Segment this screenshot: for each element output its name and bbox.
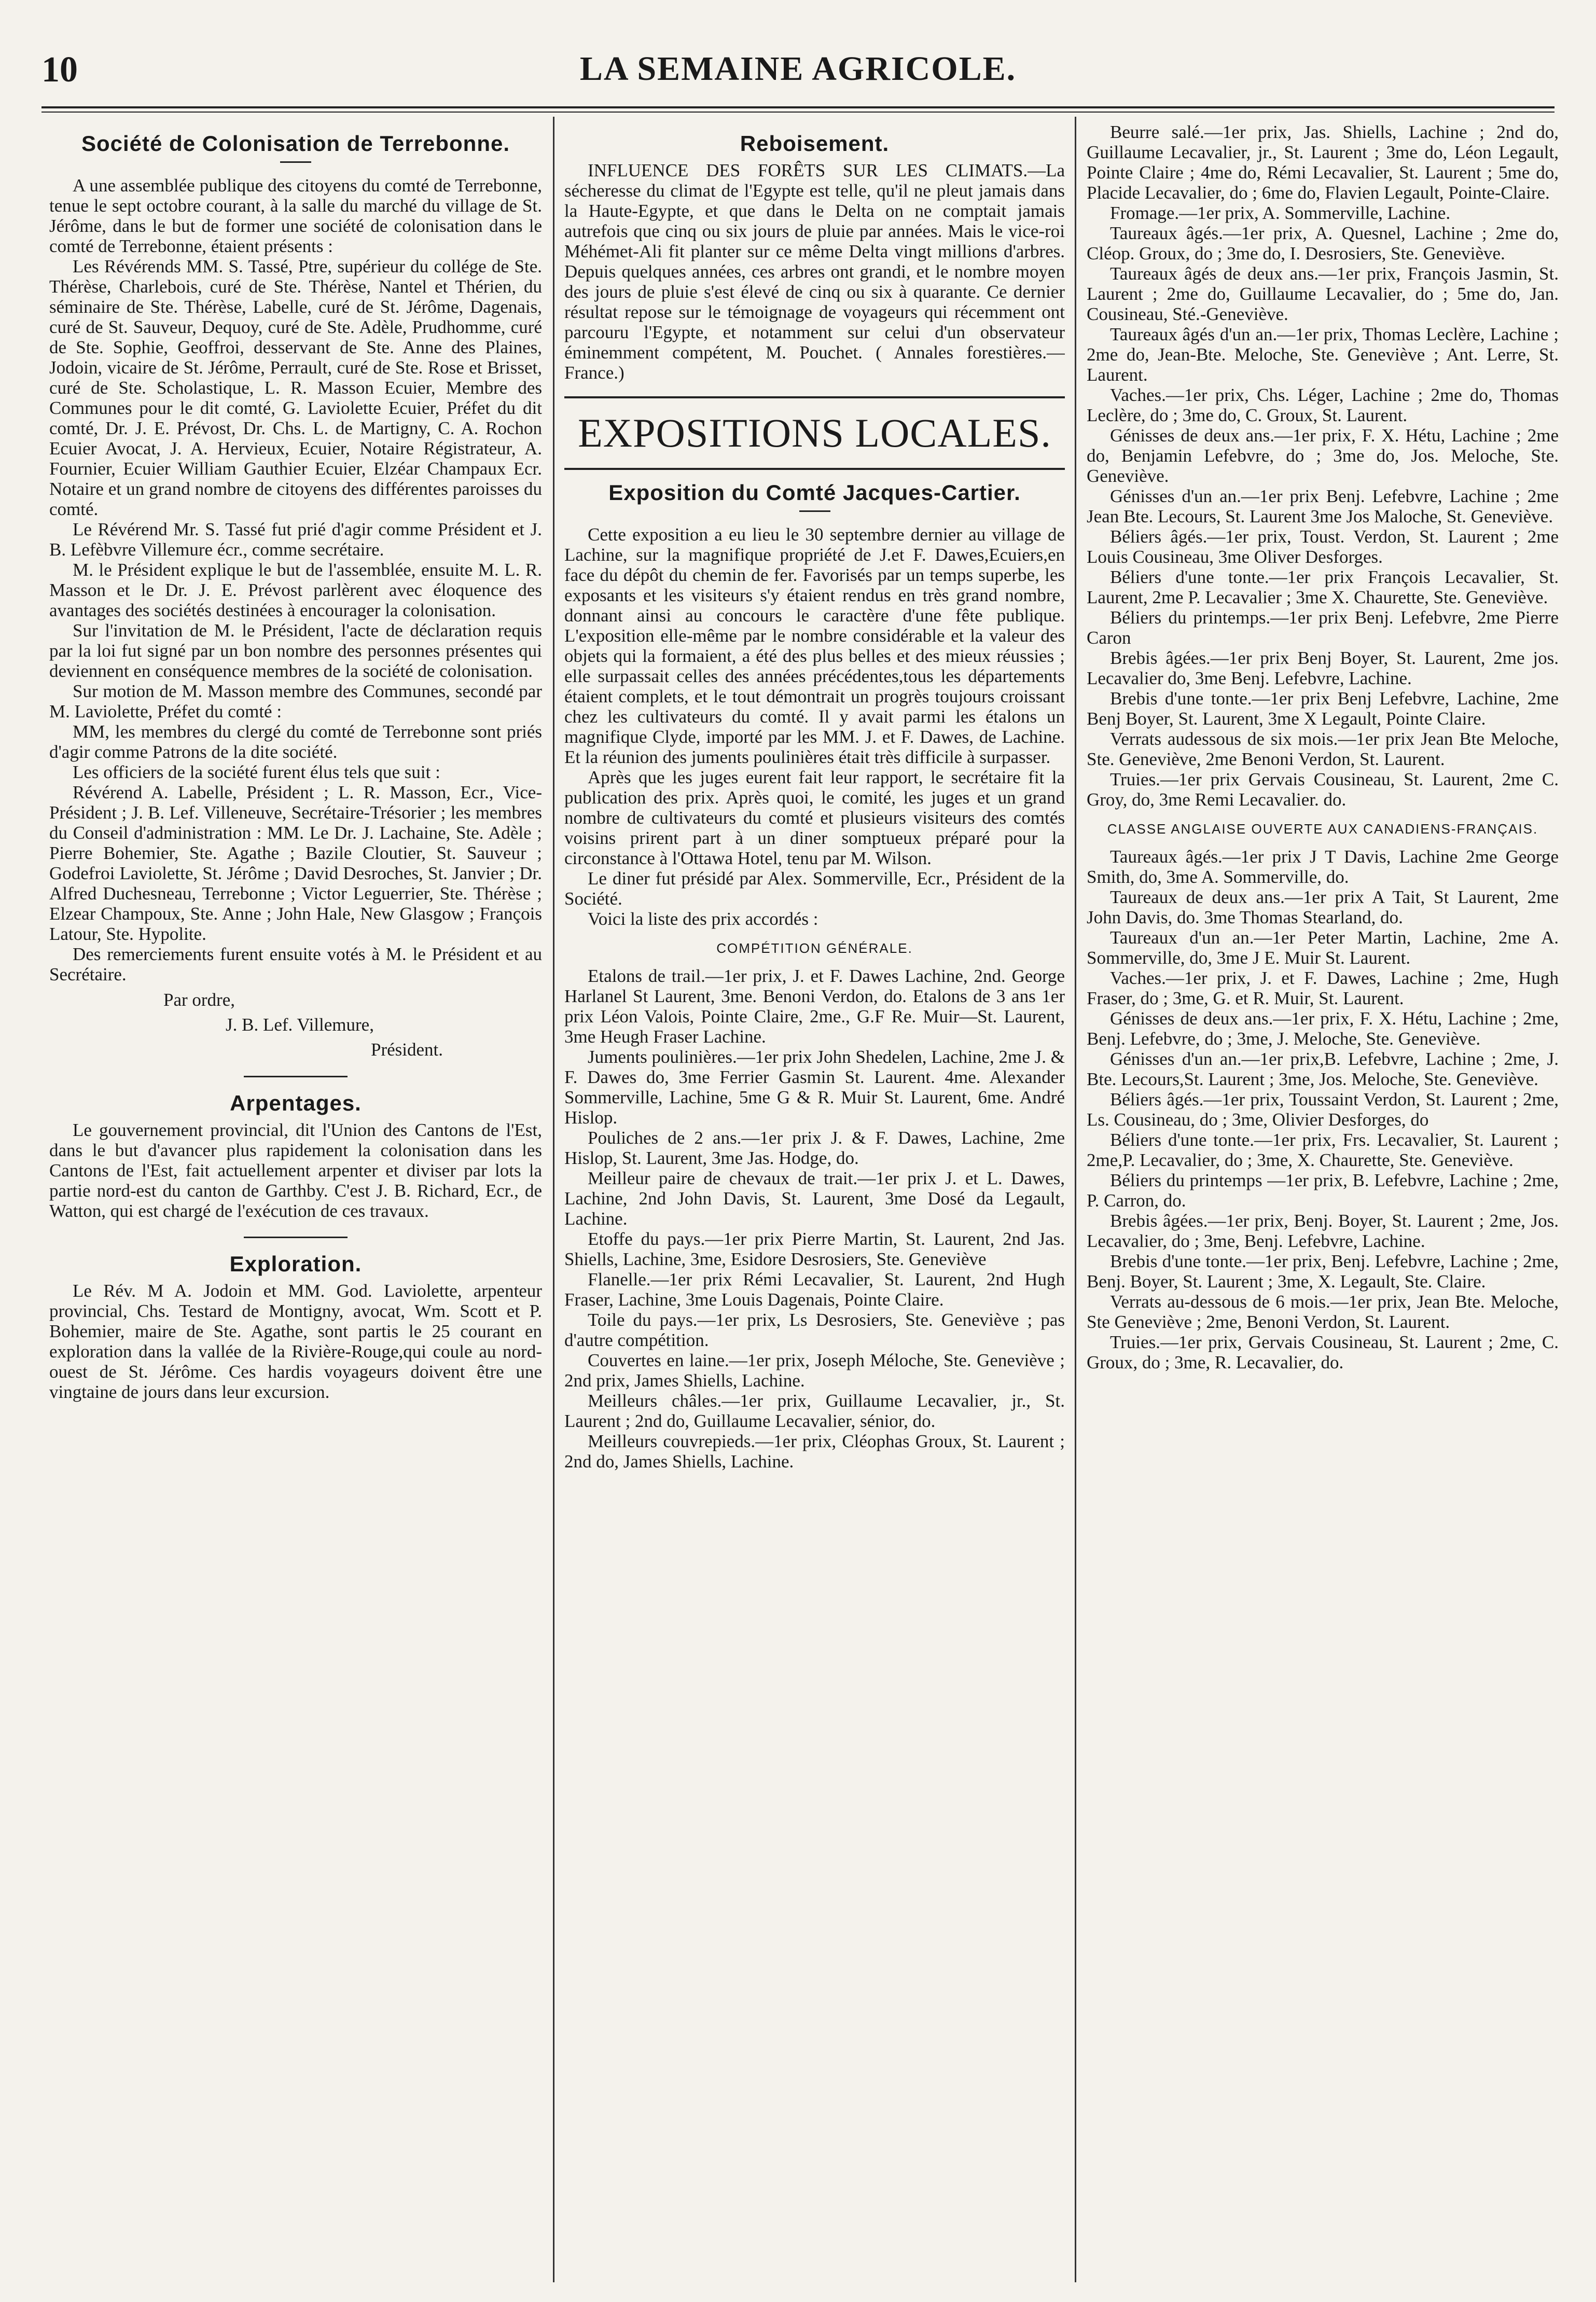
prize-entry: Toile du pays.—1er prix, Ls Desrosiers, Ste. Geneviève ; pas d'autre compétition.: [564, 1310, 1065, 1350]
prize-entry: Génisses de deux ans.—1er prix, F. X. Hétu, Lachine ; 2me do, Benjamin Lefebvre, do ; 3me do, Jos. Meloche, Ste. Geneviève.: [1087, 425, 1559, 486]
column-1: [49, 122, 542, 2280]
prize-entry: Génisses d'un an.—1er prix,B. Lefebvre, Lachine ; 2me, J. Bte. Lecours,St. Laurent ; 3me, Jos. Meloche, Ste. Geneviève.: [1087, 1049, 1559, 1089]
prize-entry: Meilleurs couvrepieds.—1er prix, Cléophas Groux, St. Laurent ; 2nd do, James Shiells, Lachine.: [564, 1431, 1065, 1472]
header-rule-thin: [41, 112, 1555, 113]
prize-entry: Béliers d'une tonte.—1er prix, Frs. Lecavalier, St. Laurent ; 2me,P. Lecavalier, do ; 3me, X. Chaurette, Ste. Geneviève.: [1087, 1130, 1559, 1170]
column-divider: [1075, 117, 1076, 2282]
paragraph: A une assemblée publique des citoyens du comté de Terrebonne, tenue le sept octobre courant, à la salle du marché du village de St. Jérôme, dans le but de former une société de colonisation dans le comté de Terrebonne, étaient présents :: [49, 175, 542, 256]
paragraph: Les Révérends MM. S. Tassé, Ptre, supérieur du collége de Ste. Thérèse, Charlebois, curé de Ste. Thérèse, Nantel et Thérien, du séminaire de Ste. Thérèse, Labelle, curé de St. Jérôme, Dagenais, curé de St. Sauveur, Dequoy, curé de Ste. Adèle, Prudhomme, curé de Ste. Sophie, Geoffroi, desservant de Ste. Anne des Plaines, Jodoin, vicaire de St. Jérôme, Perrault, curé de Ste. Rose et Brisset, curé de Ste. Scholastique, L. R. Masson Ecuier, Membre des Communes pour le dit comté, G. Laviolette Ecuier, Préfet du dit comté, Dr. J. E. Prévost, Dr. Chs. L. de Martigny, C. A. Rochon Ecuier Avocat, J. A. Hervieux, Ecuier, Notaire Régistrateur, A. Fournier, Ecuier William Gauthier Ecuier, Elzéar Champaux Ecr. Notaire et un grand nombre de citoyens des différentes paroisses du comté.: [49, 256, 542, 519]
prize-entry: Verrats audessous de six mois.—1er prix Jean Bte Meloche, Ste. Geneviève, 2me Benoni Verdon, St. Laurent.: [1087, 729, 1559, 769]
article-heading: Arpentages.: [230, 1091, 362, 1115]
paragraph: INFLUENCE DES FORÊTS SUR LES CLIMATS.—La sécheresse du climat de l'Egypte est telle, qu'il ne pleut jamais dans la Haute-Egypte, et que dans le Delta on ne comptait jamais autrefois que cinq ou six jours de pluie par années. Mais le vice-roi Méhémet-Ali fit planter sur ce même Delta vingt millions d'arbres. Depuis quelques années, ces arbres ont grandi, et le nombre moyen des jours de pluie s'est élevé de cinq ou six à quarante. Ce dernier résultat repose sur le témoignage de voyageurs qui récemment ont parcouru l'Egypte, et notamment sur celui d'un observateur éminemment compétent, M. Pouchet. ( Annales forestières.—France.): [564, 160, 1065, 383]
paragraph: MM, les membres du clergé du comté de Terrebonne sont priés d'agir comme Patrons de la dite société.: [49, 722, 542, 762]
prize-entry: Taureaux âgés d'un an.—1er prix, Thomas Leclère, Lachine ; 2me do, Jean-Bte. Meloche, Ste. Geneviève ; Ant. Lerre, St. Laurent.: [1087, 324, 1559, 385]
signature-name: J. B. Lef. Villemure,: [226, 1015, 374, 1035]
prize-entry: Truies.—1er prix Gervais Cousineau, St. Laurent, 2me C. Groy, do, 3me Remi Lecavalier. do.: [1087, 769, 1559, 810]
prize-entry: Génisses de deux ans.—1er prix, F. X. Hétu, Lachine ; 2me, Benj. Lefebvre, do ; 3me, J. Meloche, Ste. Geneviève.: [1087, 1008, 1559, 1049]
paragraph: Le gouvernement provincial, dit l'Union des Cantons de l'Est, dans le but d'avancer plus rapidement la colonisation dans les Cantons de l'Est, fait actuellement arpenter et diviser par lots la partie nord-est du canton de Garthby. C'est J. B. Richard, Ecr., de Watton, qui est chargé de l'exécution de ces travaux.: [49, 1120, 542, 1221]
divider: [244, 1076, 348, 1077]
prize-entry: Vaches.—1er prix, Chs. Léger, Lachine ; 2me do, Thomas Leclère, do ; 3me do, C. Groux, St. Laurent.: [1087, 385, 1559, 425]
paragraph: Voici la liste des prix accordés :: [588, 909, 818, 929]
prize-entry: Meilleur paire de chevaux de trait.—1er prix J. et L. Dawes, Lachine, 2nd John Davis, St. Laurent, 3me Dosé da Legault, Lachine.: [564, 1168, 1065, 1229]
paragraph: Sur motion de M. Masson membre des Communes, secondé par M. Laviolette, Préfet du comté :: [49, 681, 542, 722]
masthead: LA SEMAINE AGRICOLE.: [579, 50, 1017, 88]
prize-entry: Béliers du printemps —1er prix, B. Lefebvre, Lachine ; 2me, P. Carron, do.: [1087, 1170, 1559, 1211]
prize-entry: Brebis d'une tonte.—1er prix, Benj. Lefebvre, Lachine ; 2me, Benj. Boyer, St. Laurent ; 3me, X. Legault, Ste. Claire.: [1087, 1251, 1559, 1292]
prize-entry: Brebis âgées.—1er prix, Benj. Boyer, St. Laurent ; 2me, Jos. Lecavalier, do ; 3me, Benj. Lefebvre, Lachine.: [1087, 1211, 1559, 1251]
subheading: COMPÉTITION GÉNÉRALE.: [716, 940, 913, 956]
paragraph: Cette exposition a eu lieu le 30 septembre dernier au village de Lachine, sur la magnifique propriété de J.et F. Dawes,Ecuiers,en face du dépôt du chemin de fer. Favorisés par un temps superbe, les exposants et les visiteurs s'y étaient rendus en très grand nombre, donnant ainsi au concours le caractère d'une fête publique. L'exposition elle-même par le nombre considérable et la valeur des objets qui la formaient, a été des plus belles et des mieux réussies ; elle surpassait celles des années précédentes,tous les départements étaient complets, et le tout démontrait un progrès toujours croissant chez les cultivateurs du comté. Il y avait parmi les étalons un magnifique Clyde, importé par les MM. J. et F. Dawes, de Lachine. Et la réunion des juments poulinières était très difficile à surpasser.: [564, 524, 1065, 767]
prize-entry: Brebis d'une tonte.—1er prix Benj Lefebvre, Lachine, 2me Benj Boyer, St. Laurent, 3me X Legault, Pointe Claire.: [1087, 688, 1559, 729]
subheading: CLASSE ANGLAISE OUVERTE AUX CANADIENS-FRANÇAIS.: [1107, 821, 1538, 837]
prize-entry: Béliers âgés.—1er prix, Toussaint Verdon, St. Laurent ; 2me, Ls. Cousineau, do ; 3me, Olivier Desforges, do: [1087, 1089, 1559, 1130]
divider: [244, 1237, 348, 1238]
prize-entry: Taureaux d'un an.—1er Peter Martin, Lachine, 2me A. Sommerville, do, 3me J E. Muir St. Laurent.: [1087, 927, 1559, 968]
prize-entry: Taureaux âgés.—1er prix J T Davis, Lachine 2me George Smith, do, 3me A. Sommerville, do.: [1087, 847, 1559, 887]
prize-entry: Beurre salé.—1er prix, Jas. Shiells, Lachine ; 2nd do, Guillaume Lecavalier, jr., St. Laurent ; 3me do, Léon Legault, Pointe Claire ; 4me do, Rémi Lecavalier, St. Laurent ; 5me do, Placide Lecavalier, do ; 6me do, Flavien Legault, Pointe-Claire.: [1087, 122, 1559, 203]
prize-entry: Fromage.—1er prix, A. Sommerville, Lachine.: [1110, 203, 1451, 223]
prize-entry: Vaches.—1er prix, J. et F. Dawes, Lachine ; 2me, Hugh Fraser, do ; 3me, G. et R. Muir, St. Laurent.: [1087, 968, 1559, 1008]
article-heading: Société de Colonisation de Terrebonne.: [81, 131, 510, 156]
prize-entry: Taureaux âgés.—1er prix, A. Quesnel, Lachine ; 2me do, Cléop. Groux, do ; 3me do, I. Desrosiers, Ste. Geneviève.: [1087, 223, 1559, 264]
paragraph: Des remerciements furent ensuite votés à M. le Président et au Secrétaire.: [49, 944, 542, 984]
prize-entry: Béliers du printemps.—1er prix Benj. Lefebvre, 2me Pierre Caron: [1087, 607, 1559, 648]
prize-entry: Génisses d'un an.—1er prix Benj. Lefebvre, Lachine ; 2me Jean Bte. Lecours, St. Laurent 3me Jos Maloche, St. Geneviève.: [1087, 486, 1559, 526]
paragraph: M. le Président explique le but de l'assemblée, ensuite M. L. R. Masson et le Dr. J. E. Prévost parlèrent avec éloquence des avantages des sociétés destinées à encourager la colonisation.: [49, 560, 542, 620]
prize-entry: Taureaux âgés de deux ans.—1er prix, François Jasmin, St. Laurent ; 2me do, Guillaume Lecavalier, do ; 5me do, Jan. Cousineau, Sté.-Geneviève.: [1087, 264, 1559, 324]
signature-line: Par ordre,: [163, 990, 235, 1010]
divider: [280, 161, 311, 163]
prize-entry: Meilleurs châles.—1er prix, Guillaume Lecavalier, jr., St. Laurent ; 2nd do, Guillaume Lecavalier, sénior, do.: [564, 1391, 1065, 1431]
prize-entry: Béliers d'une tonte.—1er prix François Lecavalier, St. Laurent, 2me P. Lecavalier ; 3me X. Chaurette, Ste. Geneviève.: [1087, 567, 1559, 607]
paragraph: Le diner fut présidé par Alex. Sommerville, Ecr., Président de la Société.: [564, 868, 1065, 909]
column-3: [1087, 122, 1559, 2280]
prize-entry: Etoffe du pays.—1er prix Pierre Martin, St. Laurent, 2nd Jas. Shiells, Lachine, 3me, Esidore Desrosiers, Ste. Geneviève: [564, 1229, 1065, 1269]
column-divider: [553, 117, 554, 2282]
prize-entry: Couvertes en laine.—1er prix, Joseph Méloche, Ste. Geneviève ; 2nd prix, James Shiells, Lachine.: [564, 1350, 1065, 1391]
prize-entry: Verrats au-dessous de 6 mois.—1er prix, Jean Bte. Meloche, Ste Geneviève ; 2me, Benoni Verdon, St. Laurent.: [1087, 1292, 1559, 1332]
prize-entry: Béliers âgés.—1er prix, Toust. Verdon, St. Laurent ; 2me Louis Cousineau, 3me Oliver Desforges.: [1087, 526, 1559, 567]
paragraph: Sur l'invitation de M. le Président, l'acte de déclaration requis par la loi fut signé par un bon nombre des personnes présentes qui deviennent en conséquence membres de la société de colonisation.: [49, 620, 542, 681]
paragraph: Révérend A. Labelle, Président ; L. R. Masson, Ecr., Vice-Président ; J. B. Lef. Villeneuve, Secrétaire-Trésorier ; les membres du Conseil d'administration : MM. Le Dr. J. Lachaine, Ste. Adèle ; Pierre Bohemier, Ste. Agathe ; Bazile Cloutier, St. Sauveur ; Godefroi Laviolette, St. Jérôme ; David Desroches, St. Janvier ; Dr. Alfred Duchesneau, Terrebonne ; Victor Leguerrier, Ste. Thérèse ; Elzear Champoux, Ste. Anne ; John Hale, New Glasgow ; François Latour, Ste. Hypolite.: [49, 782, 542, 944]
header-rule: [41, 106, 1555, 108]
paragraph: Le Révérend Mr. S. Tassé fut prié d'agir comme Président et J. B. Lefèbvre Villemure écr., comme secrétaire.: [49, 519, 542, 560]
prize-entry: Taureaux de deux ans.—1er prix A Tait, St Laurent, 2me John Davis, do. 3me Thomas Stearland, do.: [1087, 887, 1559, 927]
page-number: 10: [41, 50, 78, 90]
prize-entry: Brebis âgées.—1er prix Benj Boyer, St. Laurent, 2me jos. Lecavalier do, 3me Benj. Lefebvre, Lachine.: [1087, 648, 1559, 688]
paragraph: Après que les juges eurent fait leur rapport, le secrétaire fit la publication des prix. Après quoi, le comité, les juges et un grand nombre de cultivateurs du comté et plusieurs visiteurs des comtés voisins prirent part à un diner somptueux préparé pour la circonstance à l'Ottawa Hotel, tenu par M. Wilson.: [564, 767, 1065, 868]
divider: [799, 510, 830, 512]
prize-entry: Juments poulinières.—1er prix John Shedelen, Lachine, 2me J. & F. Dawes do, 3me Ferrier Gasmin St. Laurent. 4me. Alexander Sommerville, Lachine, 5me G & R. Muir St. Laurent, 6me. André Hislop.: [564, 1047, 1065, 1128]
paragraph: Le Rév. M A. Jodoin et MM. God. Laviolette, arpenteur provincial, Chs. Testard de Montigny, avocat, Wm. Scott et P. Bohemier, maire de Ste. Agathe, sont partis le 25 courant en exploration dans la vallée de la Rivière-Rouge,qui coule au nord-ouest de St. Jérôme. Ces hardis voyageurs doivent être une vingtaine de jours dans leur excursion.: [49, 1281, 542, 1402]
section-banner: EXPOSITIONS LOCALES.: [564, 396, 1065, 470]
signature-title: Président.: [371, 1039, 443, 1060]
column-2: [564, 122, 1065, 2280]
page-header: [41, 49, 1555, 96]
article-heading: Exploration.: [229, 1252, 362, 1276]
prize-entry: Flanelle.—1er prix Rémi Lecavalier, St. Laurent, 2nd Hugh Fraser, Lachine, 3me Louis Dagenais, Pointe Claire.: [564, 1269, 1065, 1310]
prize-entry: Truies.—1er prix, Gervais Cousineau, St. Laurent ; 2me, C. Groux, do ; 3me, R. Lecavalier, do.: [1087, 1332, 1559, 1372]
paragraph: Les officiers de la société furent élus tels que suit :: [73, 762, 440, 782]
prize-entry: Etalons de trail.—1er prix, J. et F. Dawes Lachine, 2nd. George Harlanel St Laurent, 3me. Benoni Verdon, do. Etalons de 3 ans 1er prix Léon Valois, Pointe Claire, 2me., G.F Re. Muir—St. Laurent, 3me Heugh Fraser Lachine.: [564, 966, 1065, 1047]
article-heading: Exposition du Comté Jacques-Cartier.: [608, 480, 1021, 505]
prize-entry: Pouliches de 2 ans.—1er prix J. & F. Dawes, Lachine, 2me Hislop, St. Laurent, 3me Jas. Hodge, do.: [564, 1128, 1065, 1168]
article-heading: Reboisement.: [740, 131, 890, 156]
